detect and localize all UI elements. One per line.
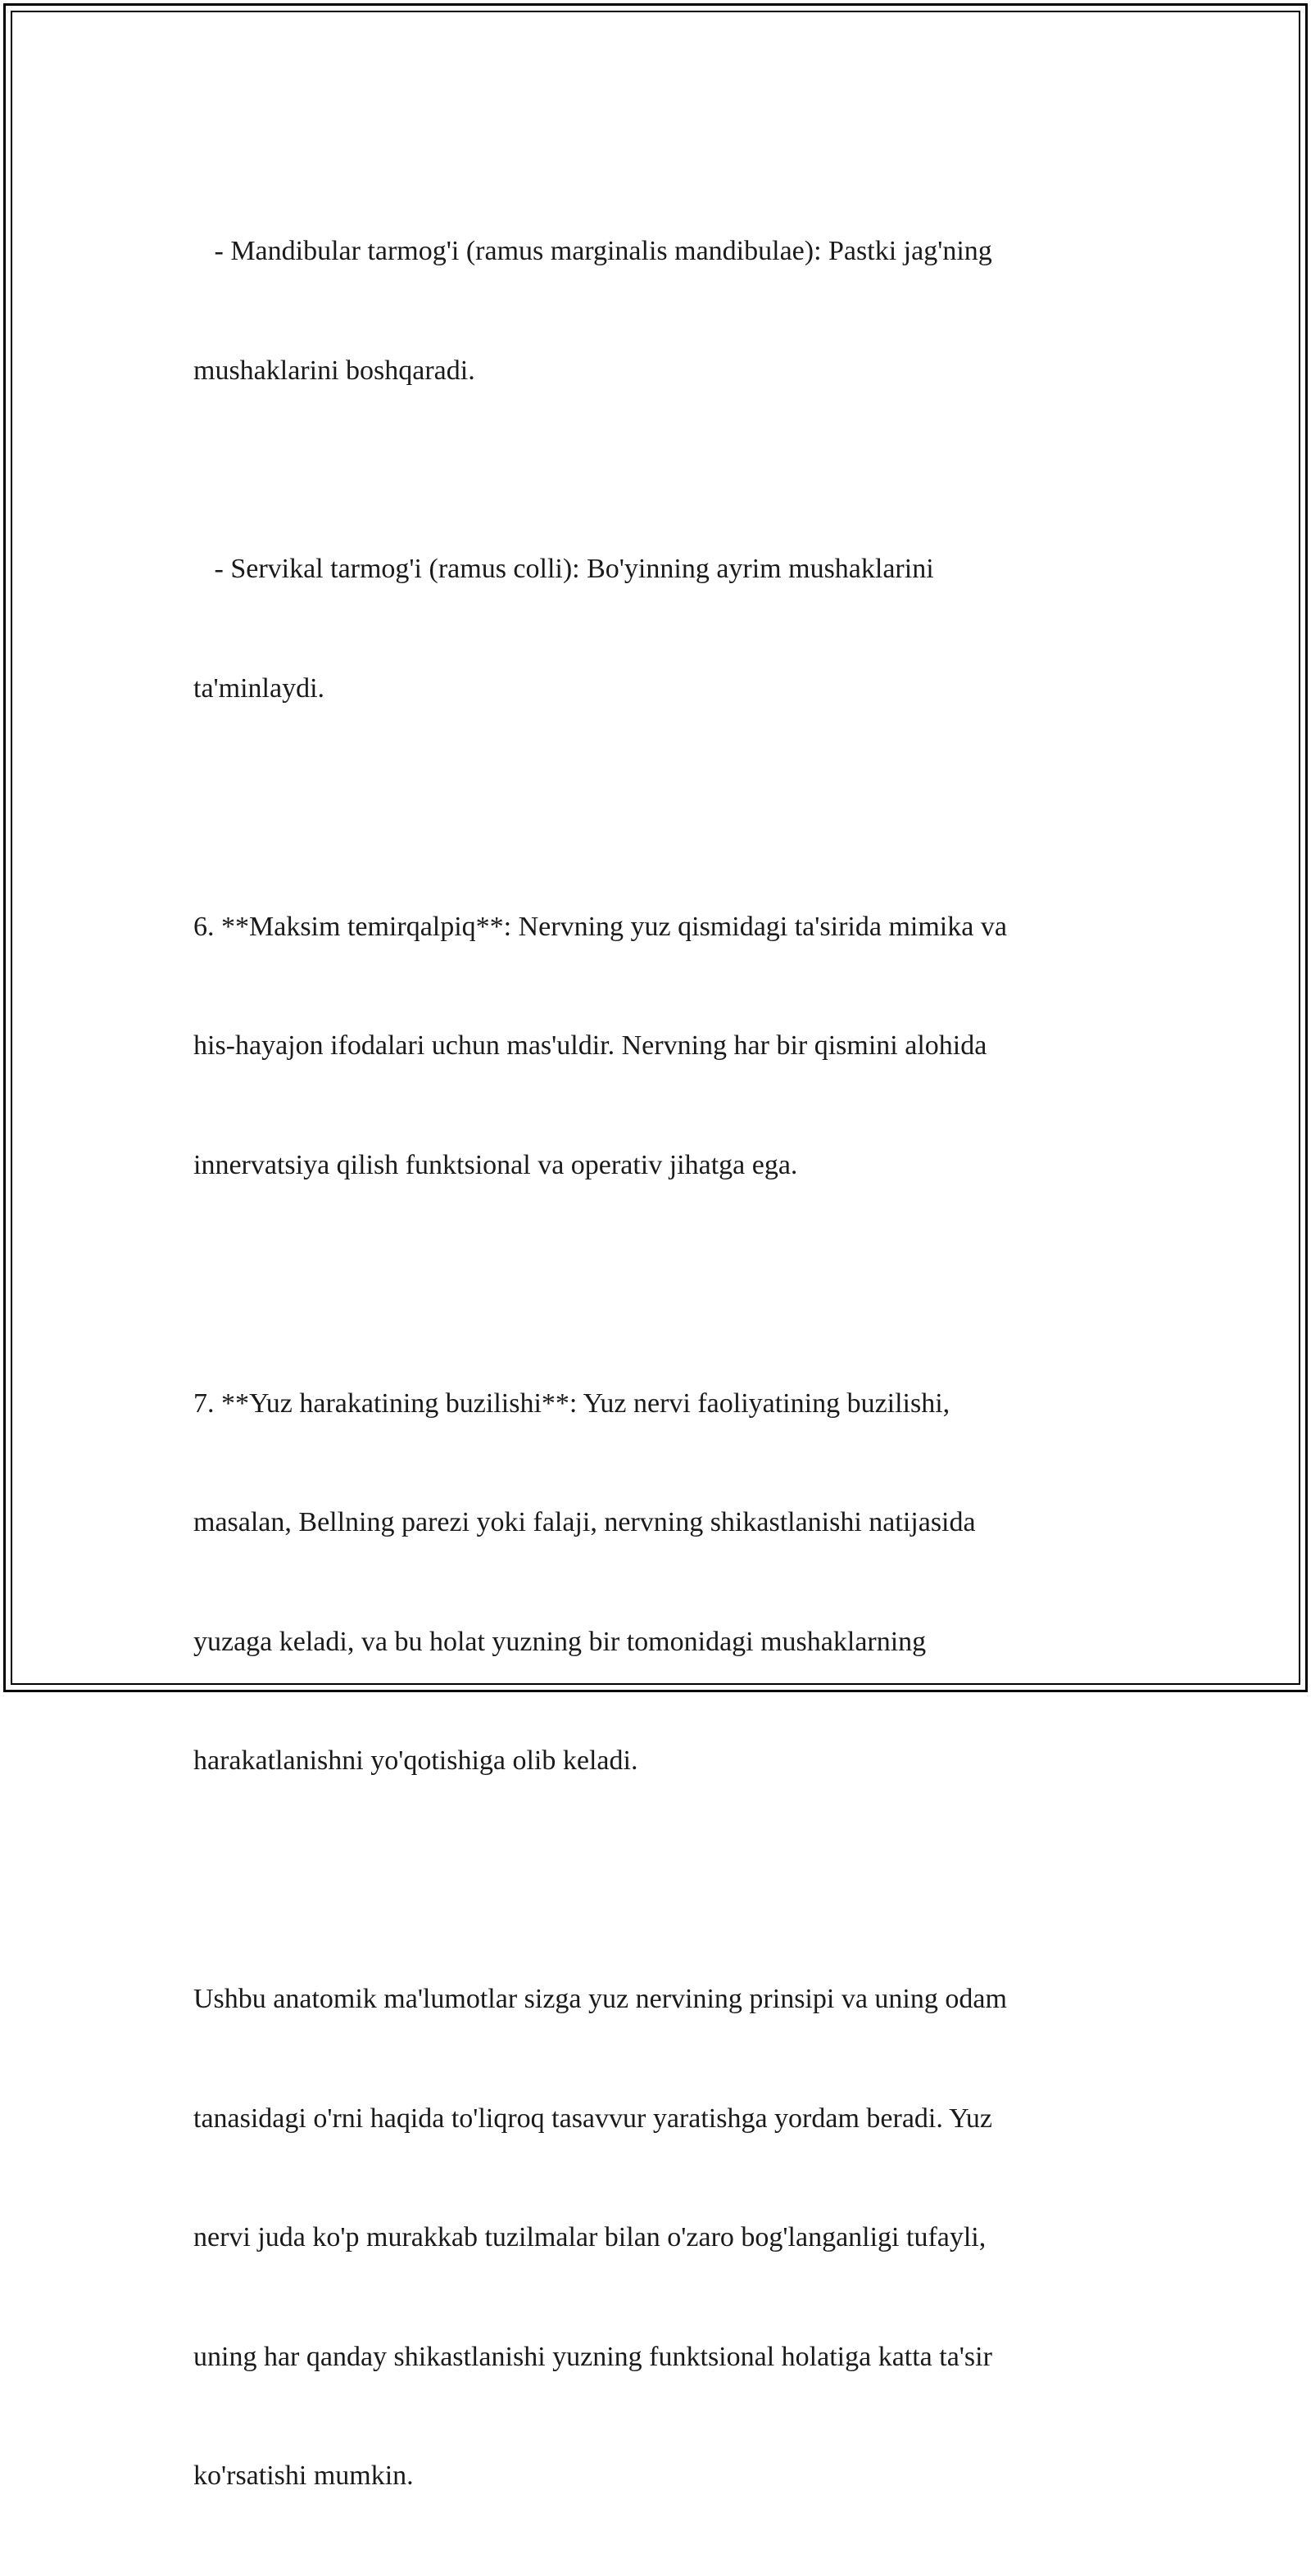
document-body (193, 152, 1111, 2576)
text-line: nervi juda ko'p murakkab tuzilmalar bilan o'zaro bog'langanligi tufayli, (193, 2222, 987, 2252)
list-item-cervical-branch (193, 470, 1111, 788)
text-line: tanasidagi o'rni haqida to'liqroq tasavvur yaratishga yordam beradi. Yuz (193, 2103, 992, 2134)
summary-paragraph (193, 1900, 1111, 2576)
text-line: - Mandibular tarmog'i (ramus marginalis mandibulae): Pastki jag'ning (193, 236, 992, 266)
text-line: innervatsiya qilish funktsional va operativ jihatga ega. (193, 1149, 798, 1180)
text-line: Ushbu anatomik ma'lumotlar sizga yuz nervining prinsipi va uning odam (193, 1984, 1007, 2014)
text-line: masalan, Bellning parezi yoki falaji, nervning shikastlanishi natijasida (193, 1507, 976, 1537)
text-line: uning har qanday shikastlanishi yuzning funktsional holatiga katta ta'sir (193, 2341, 992, 2372)
text-line: yuzaga keladi, va bu holat yuzning bir tomonidagi mushaklarning (193, 1626, 927, 1657)
text-line: 7. **Yuz harakatining buzilishi**: Yuz nervi faoliyatining buzilishi, (193, 1388, 950, 1419)
text-line: - Servikal tarmog'i (ramus colli): Bo'yinning ayrim mushaklarini (193, 554, 934, 584)
text-line: mushaklarini boshqaradi. (193, 355, 475, 386)
text-line: harakatlanishni yo'qotishiga olib keladi. (193, 1745, 638, 1776)
text-line: 6. **Maksim temirqalpiq**: Nervning yuz qismidagi ta'sirida mimika va (193, 911, 1007, 942)
numbered-item-6 (193, 828, 1111, 1265)
list-item-mandibular-branch (193, 152, 1111, 470)
text-line: his-hayajon ifodalari uchun mas'uldir. Nervning har bir qismini alohida (193, 1030, 987, 1061)
text-line: ko'rsatishi mumkin. (193, 2461, 414, 2491)
numbered-item-7 (193, 1305, 1111, 1861)
text-line: ta'minlaydi. (193, 672, 325, 704)
